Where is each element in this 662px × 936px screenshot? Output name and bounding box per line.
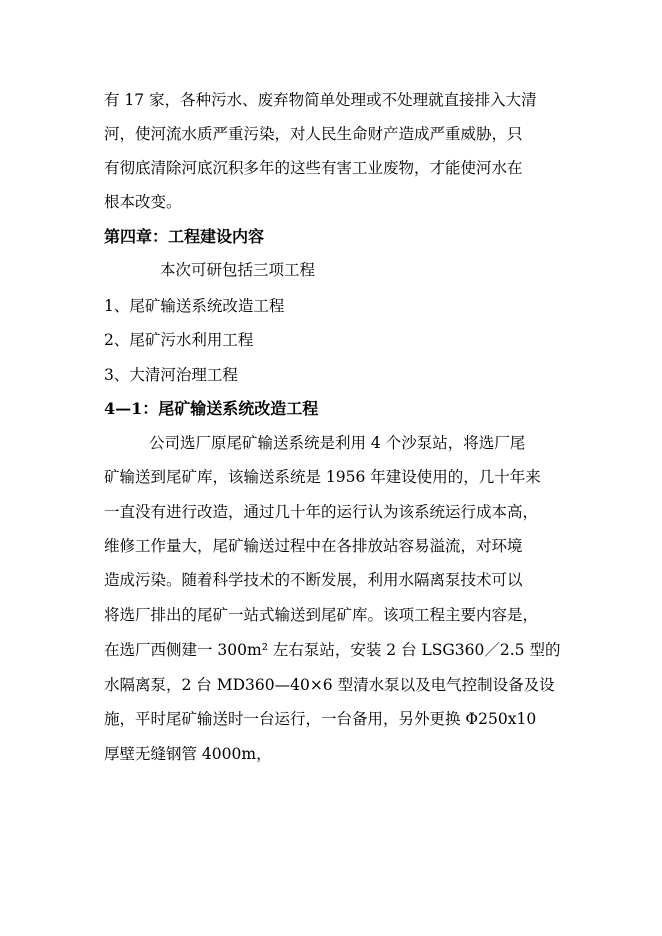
paragraph-2-line-10: 厚壁无缝钢管 4000m， — [104, 745, 272, 763]
paragraph-2-line-8: 水隔离泵，2 台 MD360—40×6 型清水泵以及电气控制设备及设 — [104, 676, 555, 694]
paragraph-2-line-7: 在选厂西侧建一 300m² 左右泵站，安装 2 台 LSG360／2.5 型的 — [104, 641, 561, 659]
paragraph-1-line-1: 有 17 家，各种污水、废弃物简单处理或不处理就直接排入大清 — [104, 91, 537, 109]
paragraph-2-line-9: 施，平时尾矿输送时一台运行，一台备用，另外更换 Φ250x10 — [104, 710, 537, 728]
paragraph-1-line-2: 河，使河流水质严重污染，对人民生命财产造成严重威胁，只 — [104, 125, 523, 143]
paragraph-2-line-2: 矿输送到尾矿库，该输送系统是 1956 年建设使用的，几十年来 — [104, 468, 541, 486]
paragraph-2-line-1: 公司选厂原尾矿输送系统是利用 4 个沙泵站，将选厂尾 — [149, 434, 526, 452]
paragraph-2-line-4: 维修工作量大，尾矿输送过程中在各排放站容易溢流，对环境 — [104, 537, 523, 555]
chapter-heading: 第四章：工程建设内容 — [104, 227, 265, 246]
intro-line: 本次可研包括三项工程 — [160, 261, 316, 279]
list-item-1: 1、尾矿输送系统改造工程 — [104, 297, 285, 315]
list-item-2: 2、尾矿污水利用工程 — [104, 331, 254, 349]
paragraph-2-line-6: 将选厂排出的尾矿一站式输送到尾矿库。该项工程主要内容是， — [104, 606, 539, 624]
paragraph-2-line-3: 一直没有进行改造，通过几十年的运行认为该系统运行成本高， — [104, 503, 539, 521]
paragraph-1-line-4: 根本改变。 — [104, 193, 182, 211]
paragraph-1-line-3: 有彻底清除河底沉积多年的这些有害工业废物，才能使河水在 — [104, 159, 523, 177]
list-item-3: 3、大清河治理工程 — [104, 366, 238, 384]
paragraph-2-line-5: 造成污染。随着科学技术的不断发展，利用水隔离泵技术可以 — [104, 571, 523, 589]
section-heading: 4—1：尾矿输送系统改造工程 — [104, 399, 319, 418]
